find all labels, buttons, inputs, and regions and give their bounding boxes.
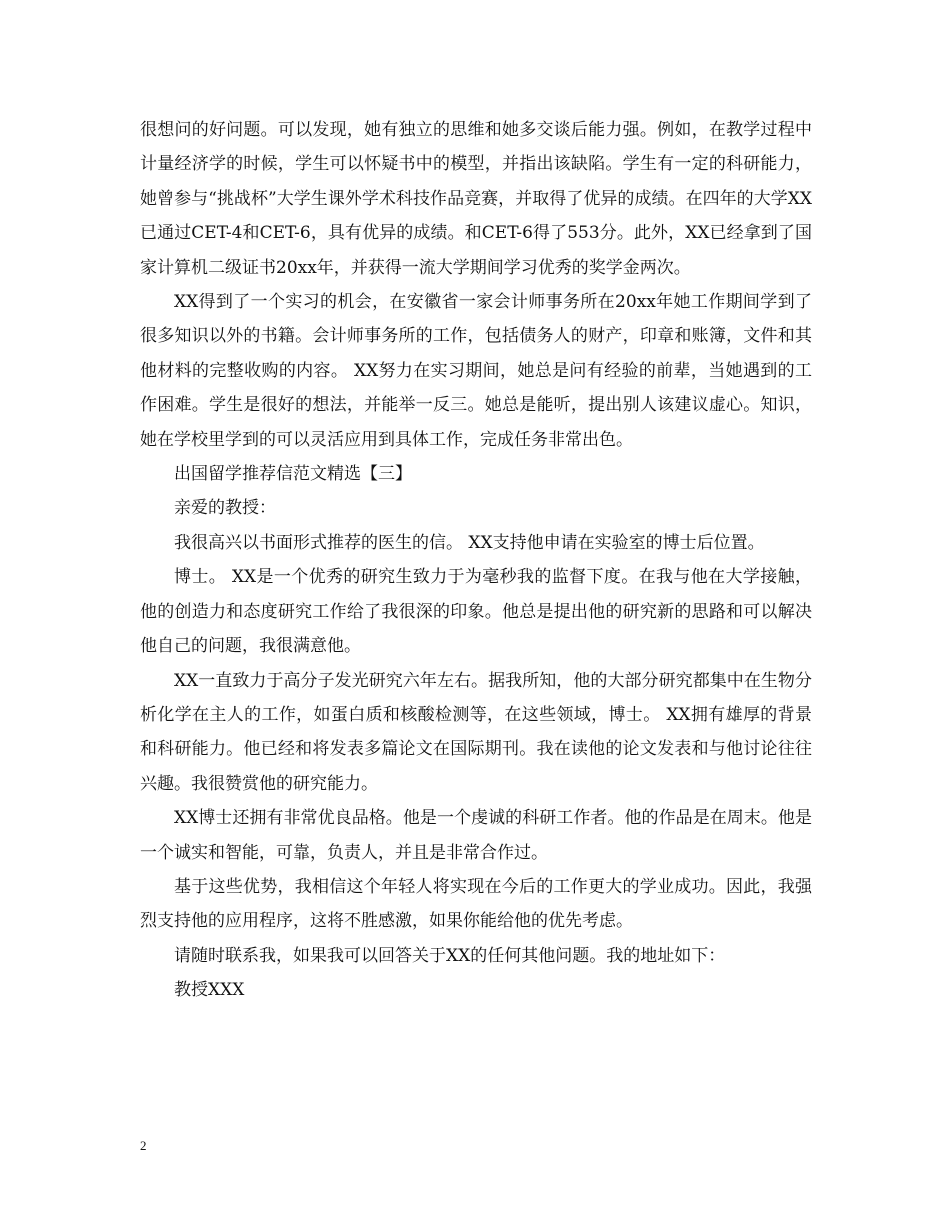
paragraph-contact: 请随时联系我，如果我可以回答关于XX的任何其他问题。我的地址如下： [174, 945, 726, 966]
document-body [140, 113, 812, 1008]
section-heading: 出国留学推荐信范文精选【三】 [174, 464, 412, 485]
salutation: 亲爱的教授： [174, 498, 276, 519]
page-number: 2 [140, 1138, 147, 1153]
paragraph-internship: XX得到了一个实习的机会，在安徽省一家会计师事务所在20xx年她工作期间学到了很多知识以外的书籍。会计师事务所的工作，包括债务人的财产，印章和账簿，文件和其他材料的完整收购的内容。 XX努力在实习期间，她总是问有经验的前辈，当她遇到的工作困难。学生是很好的想法，并能举一反三。她总是能听，提出别人该建议虚心。知识，她在学校里学到的可以灵活应用到具体工作，完成任务非常出色。 [140, 292, 812, 450]
paragraph-recommendation: 基于这些优势，我相信这个年轻人将实现在今后的工作更大的学业成功。因此，我强烈支持他的应用程序，这将不胜感激，如果你能给他的优先考虑。 [140, 876, 812, 932]
signature-line: 教授XXX [174, 980, 245, 1001]
paragraph-continuation: 很想问的好问题。可以发现，她有独立的思维和她多交谈后能力强。例如，在教学过程中计量经济学的时候，学生可以怀疑书中的模型，并指出该缺陷。学生有一定的科研能力，她曾参与“挑战杯”大学生课外学术科技作品竞赛，并取得了优异的成绩。在四年的大学XX已通过CET-4和CET-6，具有优异的成绩。和CET-6得了553分。此外，XX已经拿到了国家计算机二级证书20xx年，并获得一流大学期间学习优秀的奖学金两次。 [140, 120, 812, 278]
paragraph-introduction: 我很高兴以书面形式推荐的医生的信。 XX支持他申请在实验室的博士后位置。 [174, 532, 765, 553]
paragraph-character: XX博士还拥有非常优良品格。他是一个虔诚的科研工作者。他的作品是在周末。他是一个诚实和智能，可靠，负责人，并且是非常合作过。 [140, 808, 812, 863]
paragraph-impression: 博士。 XX是一个优秀的研究生致力于为毫秒我的监督下度。在我与他在大学接触，他的创造力和态度研究工作给了我很深的印象。他总是提出他的研究新的思路和可以解决他自己的问题，我很满意他。 [140, 567, 812, 657]
paragraph-research: XX一直致力于高分子发光研究六年左右。据我所知，他的大部分研究都集中在生物分析化学在主人的工作，如蛋白质和核酸检测等，在这些领域，博士。 XX拥有雄厚的背景和科研能力。他已经和将发表多篇论文在国际期刊。我在读他的论文发表和与他讨论往往兴趣。我很赞赏他的研究能力。 [140, 670, 812, 794]
